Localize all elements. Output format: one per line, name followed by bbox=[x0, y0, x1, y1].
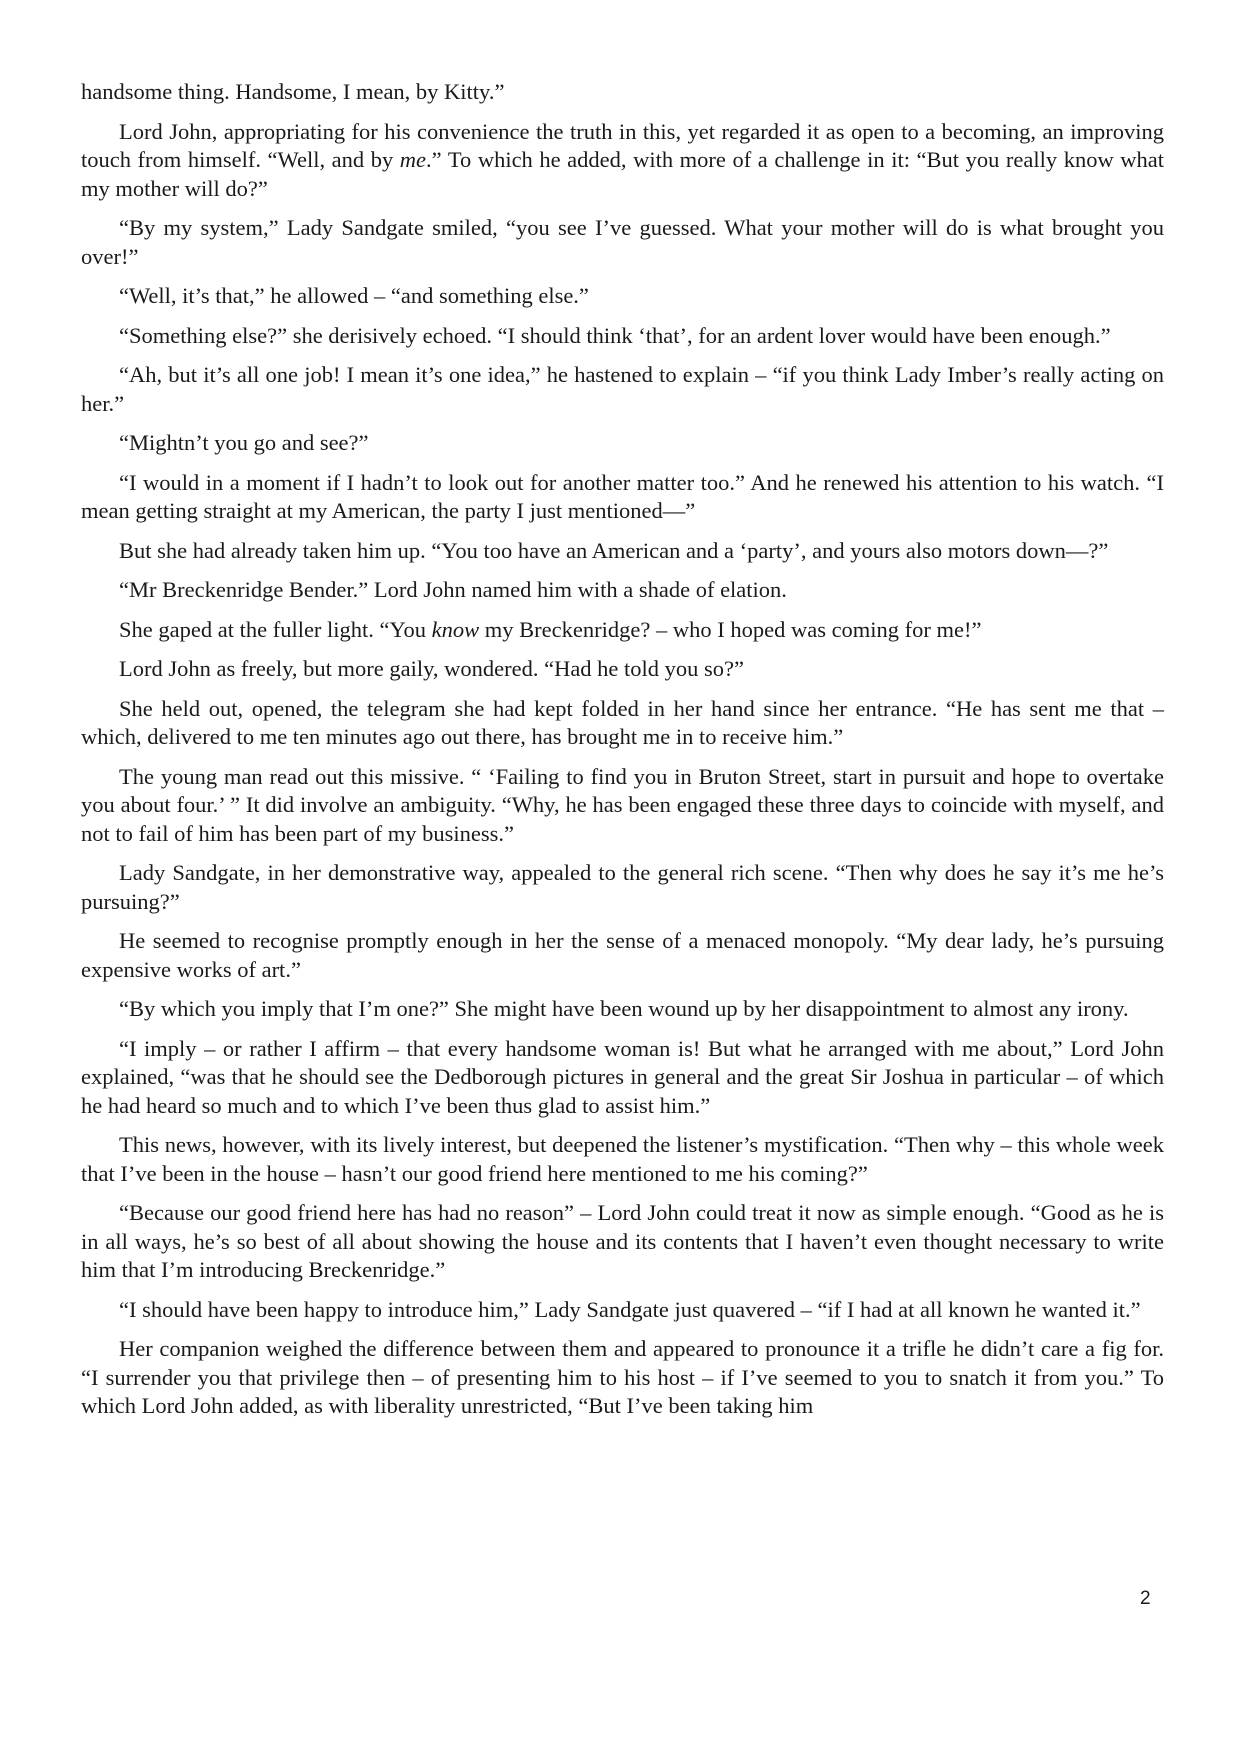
paragraph-text: .” To which he added, with more of a challenge in it: “But you really know what my mother will do?” bbox=[81, 147, 1164, 201]
paragraph bbox=[81, 576, 1164, 605]
paragraph-text: “I should have been happy to introduce him,” Lady Sandgate just quavered – “if I had at all known he wanted it.” bbox=[119, 1296, 1141, 1322]
paragraph-text: “I would in a moment if I hadn’t to look out for another matter too.” And he renewed his attention to his watch. “I mean getting straight at my American, the party I just mentioned—” bbox=[81, 469, 1164, 523]
paragraph bbox=[81, 1131, 1164, 1188]
paragraph bbox=[81, 361, 1164, 418]
paragraph-text: She held out, opened, the telegram she had kept folded in her hand since her entrance. “He has sent me that – which, delivered to me ten minutes ago out there, has brought me in to receive him.” bbox=[81, 695, 1164, 749]
document-body bbox=[81, 78, 1164, 1432]
paragraph-text: But she had already taken him up. “You too have an American and a ‘party’, and yours also motors down—?” bbox=[119, 537, 1109, 563]
emphasis-text: know bbox=[431, 616, 480, 642]
paragraph-text: Lord John, appropriating for his convenience the truth in this, yet regarded it as open to a becoming, an improving touch from himself. “Well, and by bbox=[81, 118, 1164, 172]
paragraph bbox=[81, 118, 1164, 204]
paragraph-text: She gaped at the fuller light. “You bbox=[119, 616, 432, 642]
paragraph bbox=[81, 655, 1164, 684]
paragraph bbox=[81, 1199, 1164, 1285]
paragraph bbox=[81, 78, 1164, 107]
paragraph-text: Lady Sandgate, in her demonstrative way, appealed to the general rich scene. “Then why does he say it’s me he’s pursuing?” bbox=[81, 860, 1164, 914]
paragraph bbox=[81, 429, 1164, 458]
paragraph-text: “Well, it’s that,” he allowed – “and something else.” bbox=[119, 283, 589, 308]
paragraph bbox=[81, 1296, 1164, 1325]
paragraph-text: Her companion weighed the difference between them and appeared to pronounce it a trifle he didn’t care a fig for. “I surrender you that privilege then – of presenting him to his host – if I’ve seemed to you to snatch it from you.” To which Lord John added, as with liberality unrestricted, “But I’ve been taking him bbox=[81, 1336, 1164, 1418]
paragraph-text: “By which you imply that I’m one?” She might have been wound up by her disappointment to almost any irony. bbox=[119, 996, 1129, 1021]
paragraph-text: “Something else?” she derisively echoed. “I should think ‘that’, for an ardent lover would have been enough.” bbox=[119, 322, 1111, 348]
page-number: 2 bbox=[1140, 1588, 1151, 1609]
paragraph-text: “Mr Breckenridge Bender.” Lord John named him with a shade of elation. bbox=[119, 577, 787, 602]
paragraph-text: This news, however, with its lively interest, but deepened the listener’s mystification. “Then why – this whole week that I’ve been in the house – hasn’t our good friend here mentioned to me his coming?” bbox=[81, 1132, 1164, 1186]
paragraph bbox=[81, 214, 1164, 271]
paragraph bbox=[81, 995, 1164, 1024]
paragraph-text: The young man read out this missive. “ ‘Failing to find you in Bruton Street, start in pursuit and hope to overtake you about four.’ ” It did involve an ambiguity. “Why, he has been engaged these three days to coincide with myself, and not to fail of him has been part of my business.” bbox=[81, 763, 1164, 846]
paragraph-text: “Ah, but it’s all one job! I mean it’s one idea,” he hastened to explain – “if you think Lady Imber’s really acting on her.” bbox=[81, 362, 1164, 416]
paragraph bbox=[81, 763, 1164, 849]
paragraph-text: “By my system,” Lady Sandgate smiled, “you see I’ve guessed. What your mother will do is what brought you over!” bbox=[81, 215, 1164, 269]
paragraph-text: He seemed to recognise promptly enough in her the sense of a menaced monopoly. “My dear lady, he’s pursuing expensive works of art.” bbox=[81, 928, 1164, 982]
paragraph bbox=[81, 282, 1164, 311]
paragraph bbox=[81, 537, 1164, 566]
paragraph bbox=[81, 927, 1164, 984]
paragraph-text: “Mightn’t you go and see?” bbox=[119, 430, 369, 455]
paragraph-text: my Breckenridge? – who I hoped was coming for me!” bbox=[479, 616, 982, 642]
paragraph bbox=[81, 469, 1164, 526]
paragraph bbox=[81, 616, 1164, 645]
paragraph bbox=[81, 322, 1164, 351]
paragraph-text: “I imply – or rather I affirm – that every handsome woman is! But what he arranged with me about,” Lord John explained, “was that he should see the Dedborough pictures in general and the great Sir Joshua in particular – of which he had heard so much and to which I’ve been thus glad to assist him.” bbox=[81, 1035, 1164, 1118]
paragraph-text: “Because our good friend here has had no reason” – Lord John could treat it now as simple enough. “Good as he is in all ways, he’s so best of all about showing the house and its contents that I haven’t even thought necessary to write him that I’m introducing Breckenridge.” bbox=[81, 1200, 1164, 1282]
paragraph-text: Lord John as freely, but more gaily, wondered. “Had he told you so?” bbox=[119, 656, 745, 681]
paragraph bbox=[81, 1335, 1164, 1421]
paragraph bbox=[81, 695, 1164, 752]
paragraph bbox=[81, 859, 1164, 916]
paragraph bbox=[81, 1035, 1164, 1121]
emphasis-text: me bbox=[399, 147, 427, 172]
paragraph-text: handsome thing. Handsome, I mean, by Kitty.” bbox=[81, 79, 505, 104]
